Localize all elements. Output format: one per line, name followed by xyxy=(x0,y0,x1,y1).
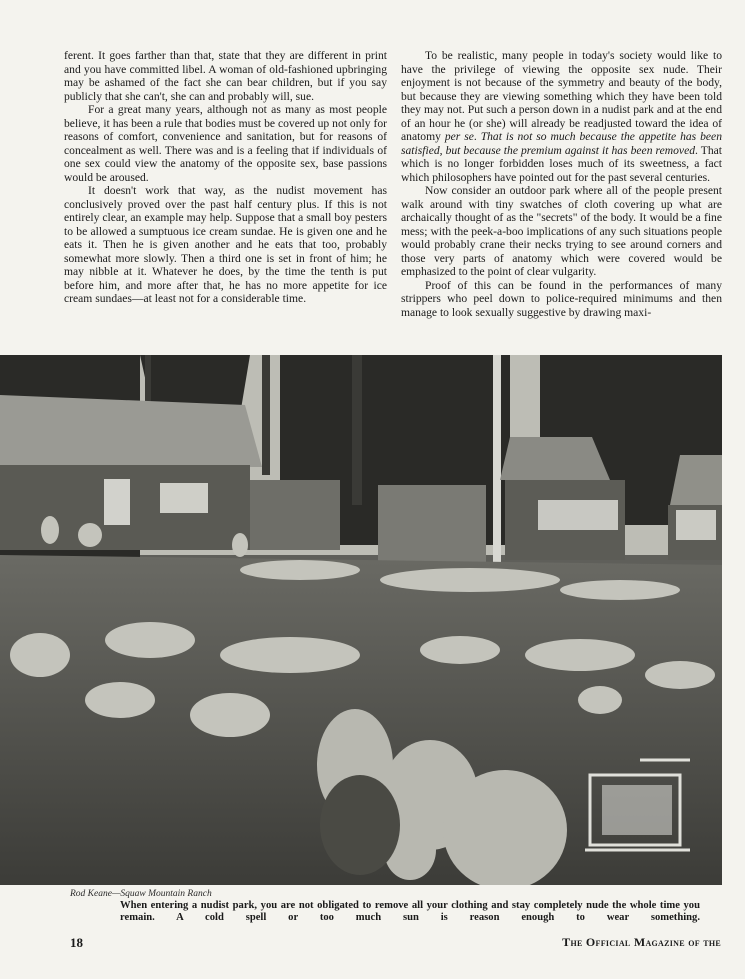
italic-text: That is not so much because the appetite has been satisfied, but because the premium against it has been removed xyxy=(401,130,722,157)
text-run: . xyxy=(473,130,481,143)
photo-credit: Rod Keane—Squaw Mountain Ranch xyxy=(70,889,212,899)
text-run: To be realistic, many people in today's society would like to have the privilege of viewing the opposite sex nude. Their enjoyment is not because of the symmetry and beauty of the body, but because they are viewing something which they have been told they may not. Put such a person down in a nudist park and at the end of an hour he (or she) will already be readjusted toward the idea of anatomy xyxy=(401,49,722,143)
italic-text: per se xyxy=(444,130,474,143)
paragraph: Proof of this can be found in the performances of many strippers who peel down to police-required minimums and then manage to look sexually suggestive by drawing maxi- xyxy=(401,278,722,319)
text-run: . That which is no longer forbidden loses much of its sweetness, a fact which philosophers have pointed out for the past several centuries. xyxy=(401,143,722,184)
running-head: The Official Magazine of the xyxy=(562,935,721,949)
photo-illustration xyxy=(0,355,722,885)
paragraph xyxy=(401,49,722,184)
paragraph: For a great many years, although not as many as most people believe, it has been a rule that bodies must be covered up not only for reasons of comfort, convenience and sanitation, but for reasons of concealment as well. There was and is a feeling that if individuals of one sex could view the anatomy of the opposite sex, base passions would be aroused. xyxy=(64,103,387,184)
paragraph: It doesn't work that way, as the nudist movement has conclusively proved over the past half century plus. If this is not entirely clear, an example may help. Suppose that a small boy pesters to be allowed a sumptuous ice cream sundae. He is given one and he eats it. Then he is given another and he eats that too, probably somewhat more slowly. Then a third one is set in front of him; he may nibble at it. Whatever he does, by the time the tenth is put before him, and more after that, he has no more appetite for ice cream sundaes—at least not for a considerable time. xyxy=(64,184,387,305)
paragraph: ferent. It goes farther than that, state that they are different in print and you have committed libel. A woman of old-fashioned upbringing may be ashamed of the fact she can bear children, but if you say publicly that she can't, she can and probably will, sue. xyxy=(64,49,387,103)
paragraph: Now consider an outdoor park where all of the people present walk around with tiny swatches of cloth covering up what are archaically thought of as the "secrets" of the body. It would be a fine mess; with the peek-a-boo implications of any such situations people would probably crane their necks trying to see around corners and those very parts of anatomy which were covered would be emphasized to the point of clear vulgarity. xyxy=(401,184,722,278)
right-column xyxy=(401,49,722,319)
page-number: 18 xyxy=(70,935,83,950)
photograph xyxy=(0,355,722,885)
left-column xyxy=(64,49,387,306)
photo-caption: When entering a nudist park, you are not obligated to remove all your clothing and stay completely nude the whole time you remain. A cold spell or too much sun is reason enough to wear something. xyxy=(120,900,700,923)
